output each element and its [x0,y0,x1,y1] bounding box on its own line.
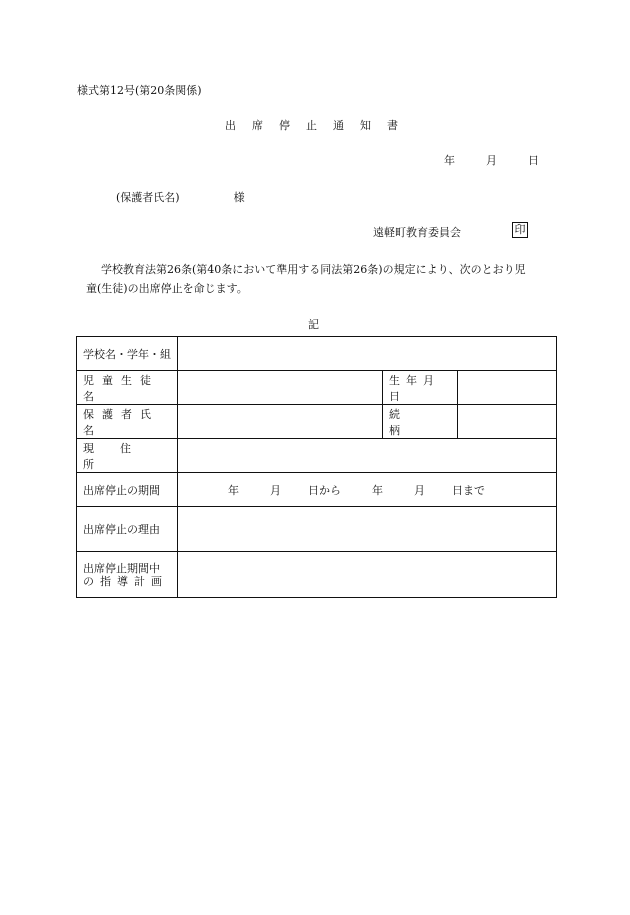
guidance-value[interactable] [178,552,557,598]
row-guidance [77,552,557,598]
issuer-name: 遠軽町教育委員会 [373,226,461,239]
honorific: 様 [233,191,245,204]
period-value[interactable] [178,473,557,507]
record-table [76,336,557,598]
period-year-2: 年 [372,483,383,497]
period-day-2: 日まで [452,483,485,497]
row-school [77,337,557,371]
birth-value[interactable] [458,371,557,405]
period-year-1: 年 [228,483,239,497]
seal-mark: 印 [512,222,528,238]
address-value[interactable] [178,439,557,473]
row-guardian [77,405,557,439]
guardian-value[interactable] [178,405,383,439]
body-line-1: 学校教育法第26条(第40条において準用する同法第26条)の規定により、次のとおり児 [101,263,526,276]
document-title: 出席停止通知書 [225,119,414,132]
school-value[interactable] [178,337,557,371]
period-day-1: 日から [308,483,341,497]
period-label: 出席停止の期間 [77,473,178,507]
row-reason [77,507,557,552]
body-line-2: 童(生徒)の出席停止を命じます。 [86,282,248,295]
row-period [77,473,557,507]
school-label: 学校名・学年・組 [77,337,178,371]
relation-value[interactable] [458,405,557,439]
reason-value[interactable] [178,507,557,552]
date-day: 日 [528,154,539,167]
date-year: 年 [444,154,455,167]
student-value[interactable] [178,371,383,405]
reason-label: 出席停止の理由 [77,507,178,552]
guidance-label [77,552,178,598]
date-month: 月 [486,154,497,167]
period-month-2: 月 [414,483,425,497]
student-label: 児童生徒名 [77,371,178,405]
row-address [77,439,557,473]
period-month-1: 月 [270,483,281,497]
body-text [77,260,557,298]
birth-label: 生年月日 [383,371,458,405]
date-line [444,152,539,168]
row-student [77,371,557,405]
addressee-line [116,189,245,205]
guardian-name-label: (保護者氏名) [116,191,180,204]
relation-label: 続柄 [383,405,458,439]
form-number: 様式第12号(第20条関係) [77,84,202,97]
address-label: 現住所 [77,439,178,473]
guidance-label-line-1: 出席停止期間中 [83,561,160,575]
guidance-label-line-2: の指導計画 [83,574,168,588]
ki-heading: 記 [308,318,319,331]
guardian-label: 保護者氏名 [77,405,178,439]
